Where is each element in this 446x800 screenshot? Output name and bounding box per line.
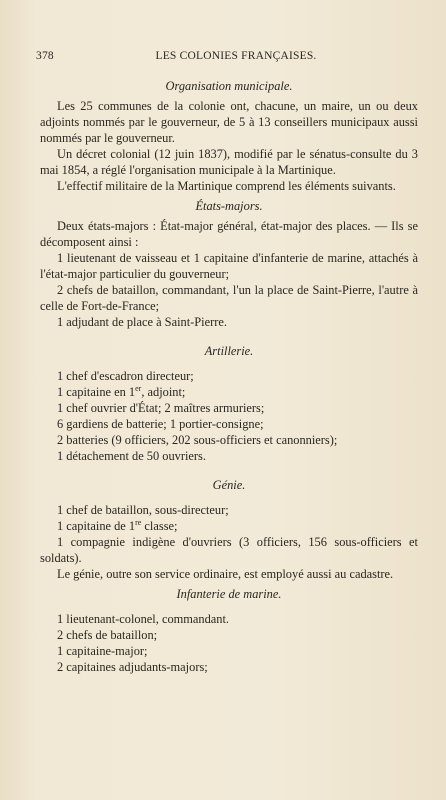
- list-item: 2 chefs de bataillon;: [57, 628, 158, 642]
- paragraph: Un décret colonial (12 juin 1837), modifié par le sénatus-consulte du 3 mai 1854, a réglé l'organisation municipale à la Martinique.: [40, 147, 418, 177]
- list-item: 2 capitaines adjudants-majors;: [57, 660, 208, 674]
- list-item: 1 chef de bataillon, sous-directeur;: [57, 503, 229, 517]
- list-item: 2 chefs de bataillon, commandant, l'un la place de Saint-Pierre, l'autre à celle de Fort-de-France;: [40, 283, 418, 313]
- paragraph: Deux états-majors : État-major général, état-major des places. — Ils se décomposent ainsi :: [40, 219, 418, 249]
- list-item: 1 capitaine-major;: [57, 644, 148, 658]
- section-heading-etats-majors: États-majors.: [195, 199, 263, 213]
- list-item: 1 capitaine en 1er, adjoint;: [57, 383, 186, 399]
- paragraph: Le génie, outre son service ordinaire, est employé aussi au cadastre.: [57, 567, 394, 581]
- paragraph: Les 25 communes de la colonie ont, chacune, un maire, un ou deux adjoints nommés par le gouverneur, de 5 à 13 conseillers municipaux aussi nommés par le gouverneur.: [40, 99, 418, 145]
- section-heading-organisation: Organisation municipale.: [165, 79, 293, 93]
- list-item: 2 batteries (9 officiers, 202 sous-officiers et canonniers);: [57, 433, 338, 447]
- section-heading-artillerie: Artillerie.: [204, 344, 254, 358]
- list-item: 1 compagnie indigène d'ouvriers (3 officiers, 156 sous-officiers et soldats).: [40, 535, 418, 565]
- list-item: 1 lieutenant-colonel, commandant.: [57, 612, 230, 626]
- page-header: [36, 50, 416, 66]
- page-body: [40, 78, 418, 675]
- list-item: 1 adjudant de place à Saint-Pierre.: [57, 315, 227, 329]
- list-item: 6 gardiens de batterie; 1 portier-consigne;: [57, 417, 264, 431]
- list-item: 1 détachement de 50 ouvriers.: [57, 449, 206, 463]
- paragraph: L'effectif militaire de la Martinique comprend les éléments suivants.: [57, 179, 396, 193]
- list-item: 1 capitaine de 1re classe;: [57, 517, 178, 533]
- section-heading-infanterie: Infanterie de marine.: [176, 587, 282, 601]
- page-number: 378: [36, 50, 54, 62]
- list-item: 1 chef ouvrier d'État; 2 maîtres armuriers;: [57, 401, 265, 415]
- list-item: 1 lieutenant de vaisseau et 1 capitaine d'infanterie de marine, attachés à l'état-major particulier du gouverneur;: [40, 251, 418, 281]
- running-title: LES COLONIES FRANÇAISES.: [155, 50, 317, 62]
- section-heading-genie: Génie.: [212, 478, 246, 492]
- list-item: 1 chef d'escadron directeur;: [57, 369, 194, 383]
